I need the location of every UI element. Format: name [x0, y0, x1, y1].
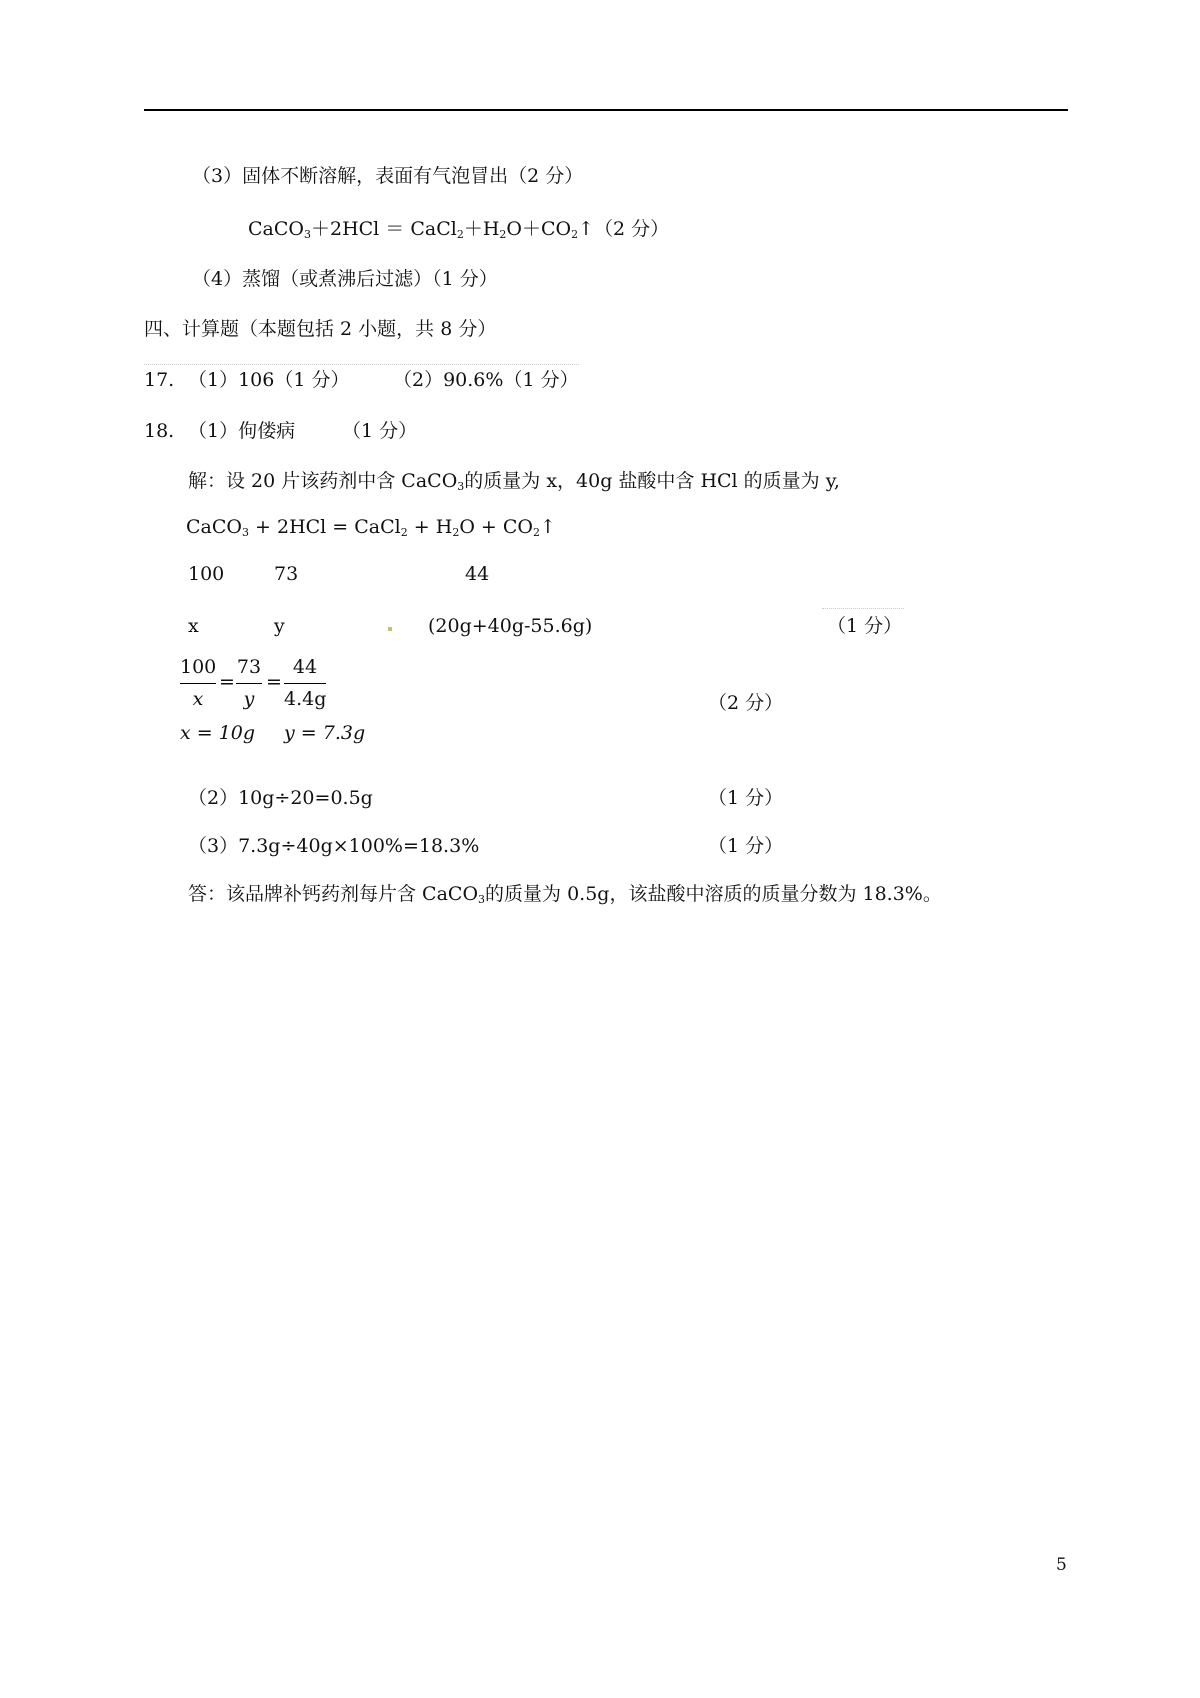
dotted-guide: [822, 608, 904, 609]
q3-equation: CaCO$_3$＋2HCl ＝ $CaCl_2+H_2O+CO_2↑(2$ 分）: [248, 218, 670, 241]
fraction-100-x: 100 x: [180, 656, 217, 710]
q4-answer: （4）蒸馏（或煮沸后过滤）（1 分）: [192, 268, 498, 290]
molar-mass-co2: 44: [465, 563, 490, 585]
var-y: y: [274, 615, 285, 637]
section-heading: 四、计算题（本题包括 2 小题，共 8 分）: [144, 318, 497, 340]
final-answer: 答：该品牌补钙药剂每片含 CaCO$_3$的质量为 0.5g，该盐酸中溶质的质量分数为 18.3%。: [188, 883, 942, 906]
q17-number: 17.: [144, 369, 175, 391]
q18-part3: （3）7.3g÷40g×100%=18.3%: [188, 835, 480, 857]
var-x: x: [188, 615, 199, 637]
q18-number: 18.: [144, 420, 175, 442]
solution-intro: 解：设 20 片该药剂中含 CaCO$_3$的质量为 x，40g 盐酸中含 HCl 的质量为 y,: [188, 470, 840, 493]
dotted-guide: [144, 364, 579, 365]
page-number: 5: [1056, 1555, 1067, 1575]
score-1: （1 分）: [827, 615, 903, 637]
header-rule: [144, 109, 1068, 111]
q18-part2: （2）10g÷20=0.5g: [188, 787, 373, 809]
score-2: （2 分）: [708, 692, 784, 714]
equals-sign: =: [219, 671, 235, 693]
molar-mass-hcl: 73: [274, 563, 299, 585]
q18-part2-score: （1 分）: [708, 787, 784, 809]
q18-part1: （1）佝偻病: [188, 420, 296, 442]
equals-sign: =: [266, 671, 282, 693]
result-y: y = 7.3g: [284, 722, 366, 744]
q3-observation: （3）固体不断溶解，表面有气泡冒出（2 分）: [192, 165, 584, 187]
fraction-44-4.4g: 44 4.4g: [284, 656, 327, 710]
molar-mass-caco3: 100: [188, 563, 225, 585]
q17-part2: （2）90.6%（1 分）: [393, 369, 579, 391]
q17-part1: （1）106（1 分）: [188, 369, 350, 391]
result-x: x = 10g: [180, 722, 256, 744]
q18-part3-score: （1 分）: [708, 835, 784, 857]
co2-mass-expression: (20g+40g-55.6g): [428, 615, 593, 637]
fraction-73-y: 73 y: [236, 656, 262, 710]
stray-dot: [388, 627, 392, 631]
reaction-equation: CaCO$_3$ + 2HCl = CaCl$_2$ + $H_2O$ + $CO_2↑$: [186, 516, 556, 539]
q18-part1-score: （1 分）: [342, 420, 418, 442]
